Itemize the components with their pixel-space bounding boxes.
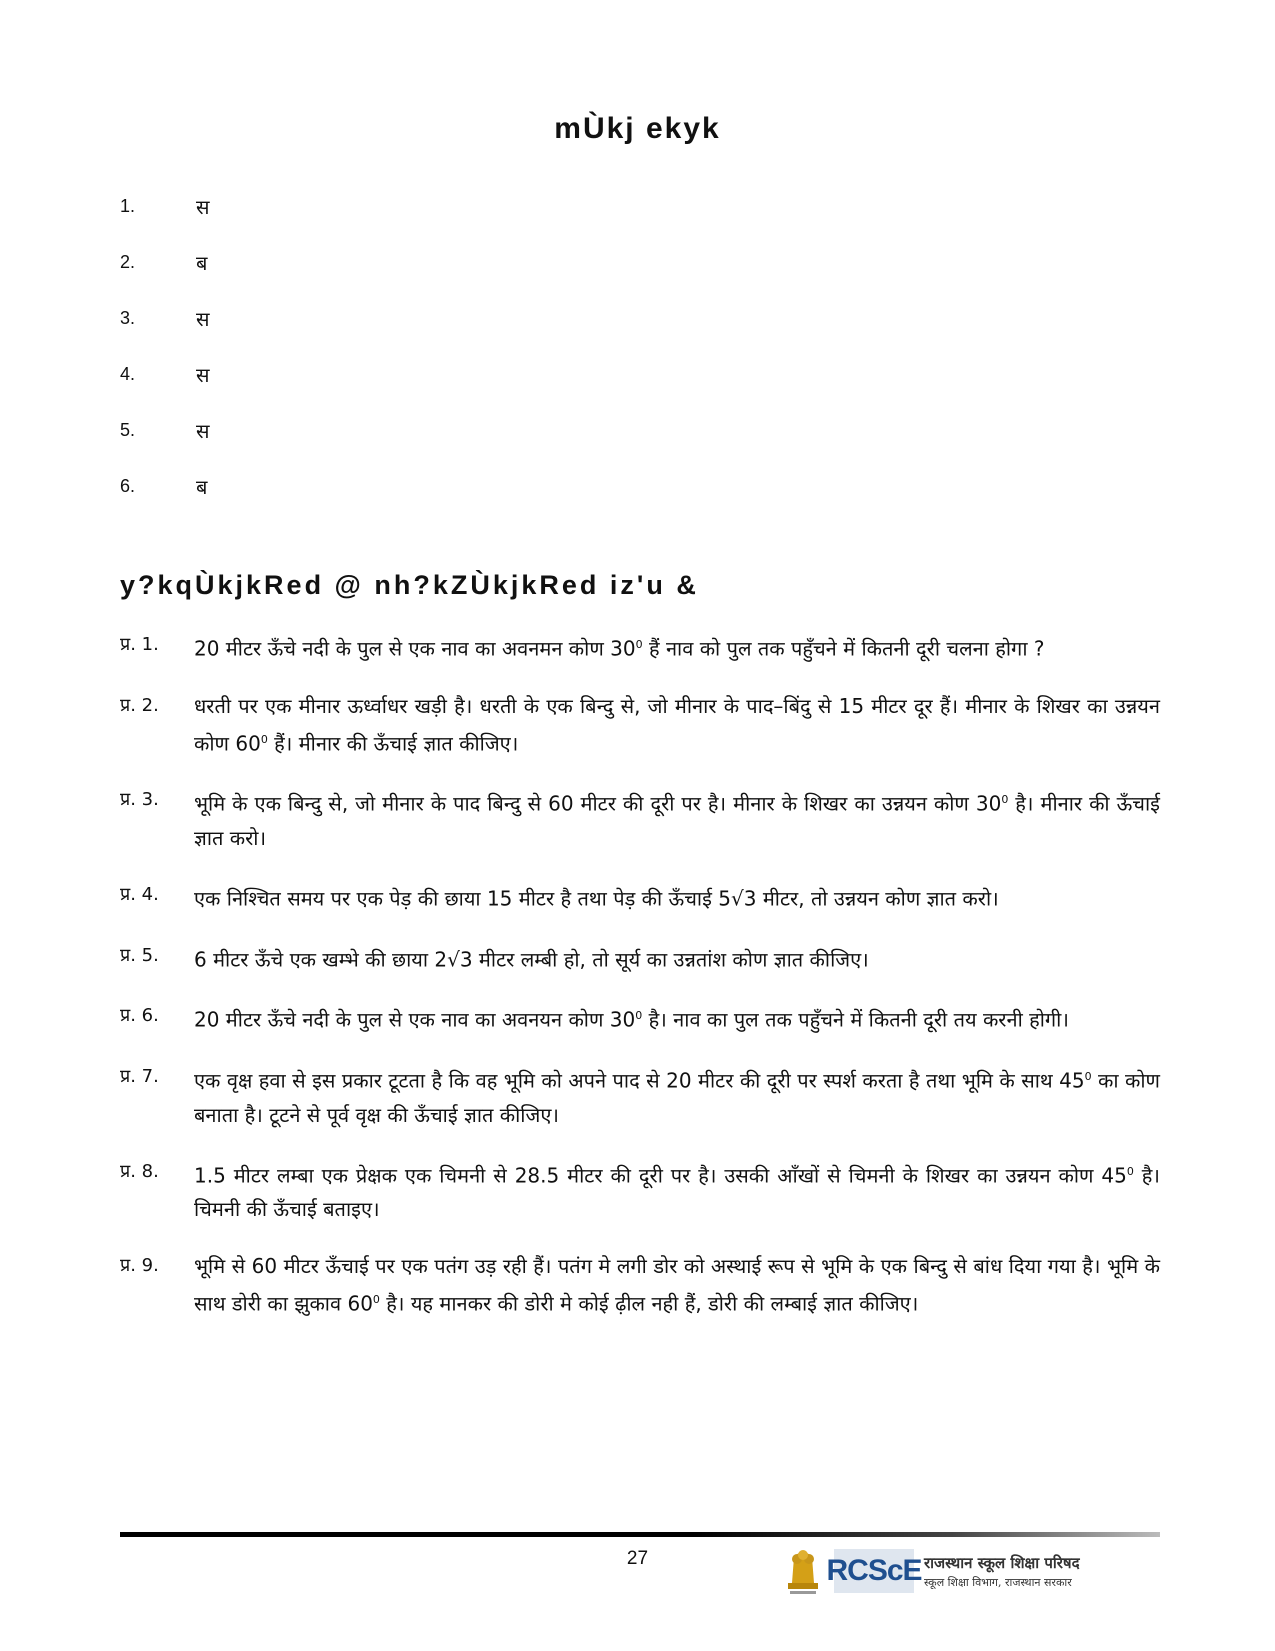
degree-superscript: 0 [1084,1069,1092,1083]
page-number: 27 [626,1548,649,1569]
answer-number: 4. [120,363,136,384]
organization-name [924,1553,1080,1590]
question-item [120,878,1160,916]
degree-superscript: 0 [1001,793,1009,807]
degree-superscript: 0 [1126,1164,1134,1178]
question-item [120,628,1160,666]
degree-superscript: 0 [260,732,268,746]
degree-superscript: 0 [372,1293,380,1307]
answer-row [120,458,210,514]
question-text: 1.5 मीटर लम्बा एक प्रेक्षक एक चिमनी से 28.5 मीटर की दूरी पर है। उसकी आँखों से चिमनी के शिखर का उन्नयन कोण $45^0$ है। चिमनी की ऊँचाई बताइए। [194,1163,1160,1222]
footer-rule [120,1532,1160,1537]
question-text: 20 मीटर ऊँचे नदी के पुल से एक नाव का अवनमन कोण $30^0$ हैं नाव को पुल तक पहुँचने में कितनी दूरी चलना होगा ? [194,636,1045,661]
question-item [120,689,1160,761]
answer-row [120,290,210,346]
answer-value: ब [196,250,208,275]
question-list [120,628,1160,1344]
org-title: राजस्थान स्कूल शिक्षा परिषद [924,1553,1080,1572]
question-item [120,783,1160,855]
degree-superscript: 0 [635,638,643,651]
question-item [120,1060,1160,1132]
question-number: प्र. 6. [120,1005,159,1027]
question-text: भूमि के एक बिन्दु से, जो मीनार के पाद बिन्दु से 60 मीटर की दूरी पर है। मीनार के शिखर का उन्नयन कोण $30^0$ है। मीनार की ऊँचाई ज्ञात करो। [194,791,1160,850]
question-item [120,999,1160,1037]
answer-number: 1. [120,195,136,216]
answer-value: स [196,194,210,219]
answer-number: 6. [120,475,136,496]
page-title: mÙkj ekyk [554,112,721,145]
question-item [120,1155,1160,1227]
answer-row [120,234,210,290]
answer-row [120,402,210,458]
question-number: प्र. 8. [120,1160,159,1182]
question-text: 6 मीटर ऊँचे एक खम्भे की छाया 2√3 मीटर लम्बी हो, तो सूर्य का उन्नतांश कोण ज्ञात कीजिए। [194,947,869,972]
answer-value: ब [196,474,208,499]
footer-logo [780,1543,1080,1599]
answer-number: 3. [120,307,136,328]
question-text: भूमि से 60 मीटर ऊँचाई पर एक पतंग उड़ रही हैं। पतंग मे लगी डोर को अस्थाई रूप से भूमि के एक बिन्दु से बांध दिया गया है। भूमि के साथ डोरी का झुकाव $60^0$ है। यह मानकर की डोरी मे कोई ढ़ील नही हैं, डोरी की लम्बाई ज्ञात कीजिए। [194,1254,1160,1316]
answer-key-list [120,178,210,514]
org-subtitle: स्कूल शिक्षा विभाग, राजस्थान सरकार [924,1575,1072,1589]
question-item [120,939,1160,977]
section-heading: y?kqÙkjkRed @ nh?kZÙkjkRed iz'u & [120,570,699,600]
question-text: एक निश्चित समय पर एक पेड़ की छाया 15 मीटर है तथा पेड़ की ऊँचाई 5√3 मीटर, तो उन्नयन कोण ज्ञात करो। [194,886,999,911]
question-text: 20 मीटर ऊँचे नदी के पुल से एक नाव का अवनयन कोण $30^0$ है। नाव का पुल तक पहुँचने में कितनी दूरी तय करनी होगी। [194,1007,1069,1032]
question-number: प्र. 9. [120,1255,159,1277]
degree-superscript: 0 [635,1009,643,1023]
question-text: एक वृक्ष हवा से इस प्रकार टूटता है कि वह भूमि को अपने पाद से 20 मीटर की दूरी पर स्पर्श करता है तथा भूमि के साथ $45^0$ का कोण बनाता है। टूटने से पूर्व वृक्ष की ऊँचाई ज्ञात कीजिए। [194,1068,1160,1127]
answer-value: स [196,306,210,331]
question-number: प्र. 3. [120,789,159,811]
question-number: प्र. 2. [120,694,159,716]
question-item [120,1249,1160,1321]
answer-value: स [196,418,210,443]
national-emblem-icon [780,1543,826,1599]
question-text: धरती पर एक मीनार ऊर्ध्वाधर खड़ी है। धरती के एक बिन्दु से, जो मीनार के पाद–बिंदु से 15 मीटर दूर हैं। मीनार के शिखर का उन्नयन कोण $60^0$ हैं। मीनार की ऊँचाई ज्ञात कीजिए। [194,693,1160,756]
answer-value: स [196,362,210,387]
question-number: प्र. 5. [120,944,159,966]
question-number: प्र. 7. [120,1065,159,1087]
question-number: प्र. 1. [120,634,159,655]
answer-number: 2. [120,251,136,272]
answer-row [120,346,210,402]
answer-row [120,178,210,234]
answer-number: 5. [120,419,136,440]
question-number: प्र. 4. [120,883,159,905]
rcsce-logo: RCScE [834,1549,914,1593]
